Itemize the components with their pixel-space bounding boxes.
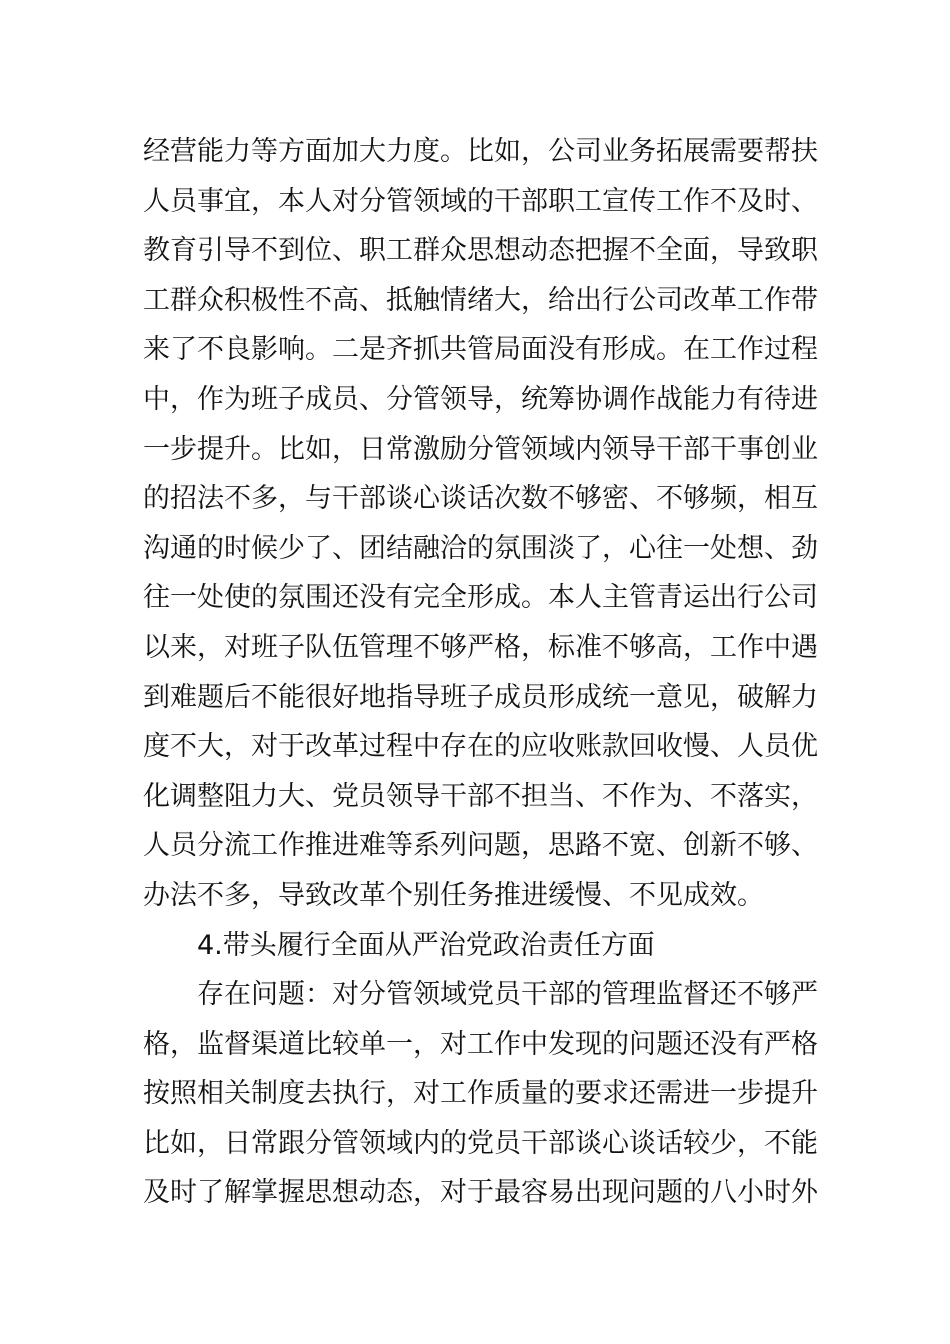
text-line: 中，作为班子成员、分管领导，统筹协调作战能力有待进 xyxy=(143,383,818,415)
text-line: 格，监督渠道比较单一，对工作中发现的问题还没有严格 xyxy=(143,1028,818,1060)
text-line: 工群众积极性不高、抵触情绪大，给出行公司改革工作带 xyxy=(143,284,818,316)
text-line: 以来，对班子队伍管理不够严格，标准不够高，工作中遇 xyxy=(143,631,818,663)
text-line: 及时了解掌握思想动态，对于最容易出现问题的八小时外 xyxy=(143,1177,818,1209)
text-line: 经营能力等方面加大力度。比如，公司业务拓展需要帮扶 xyxy=(143,136,818,167)
text-line: 度不大，对于改革过程中存在的应收账款回收慢、人员优 xyxy=(143,731,818,763)
text-line: 人员事宜，本人对分管领域的干部职工宣传工作不及时、 xyxy=(143,185,818,217)
body-text xyxy=(143,127,818,1218)
text-line: 化调整阻力大、党员领导干部不担当、不作为、不落实， xyxy=(143,780,818,812)
text-line: 到难题后不能很好地指导班子成员形成统一意见，破解力 xyxy=(143,681,818,713)
section-heading: 4.带头履行全面从严治党政治责任方面 xyxy=(197,929,655,961)
text-line: 存在问题：对分管领域党员干部的管理监督还不够严 xyxy=(197,979,818,1011)
text-line: 沟通的时候少了、团结融洽的氛围淡了，心往一处想、劲 xyxy=(143,532,818,564)
text-line: 来了不良影响。二是齐抓共管局面没有形成。在工作过程 xyxy=(143,334,818,366)
paragraph-end-line: 办法不多，导致改革个别任务推进缓慢、不见成效。 xyxy=(143,879,764,911)
text-line: 教育引导不到位、职工群众思想动态把握不全面，导致职 xyxy=(143,235,818,267)
text-line: 比如，日常跟分管领域内的党员干部谈心谈话较少，不能 xyxy=(143,1127,818,1159)
text-line: 人员分流工作推进难等系列问题，思路不宽、创新不够、 xyxy=(143,830,818,862)
text-line: 的招法不多，与干部谈心谈话次数不够密、不够频，相互 xyxy=(143,483,818,515)
text-line: 往一处使的氛围还没有完全形成。本人主管青运出行公司 xyxy=(143,582,818,614)
text-line: 按照相关制度去执行，对工作质量的要求还需进一步提升 xyxy=(143,1078,818,1110)
text-line: 一步提升。比如，日常激励分管领域内领导干部干事创业 xyxy=(143,433,818,465)
